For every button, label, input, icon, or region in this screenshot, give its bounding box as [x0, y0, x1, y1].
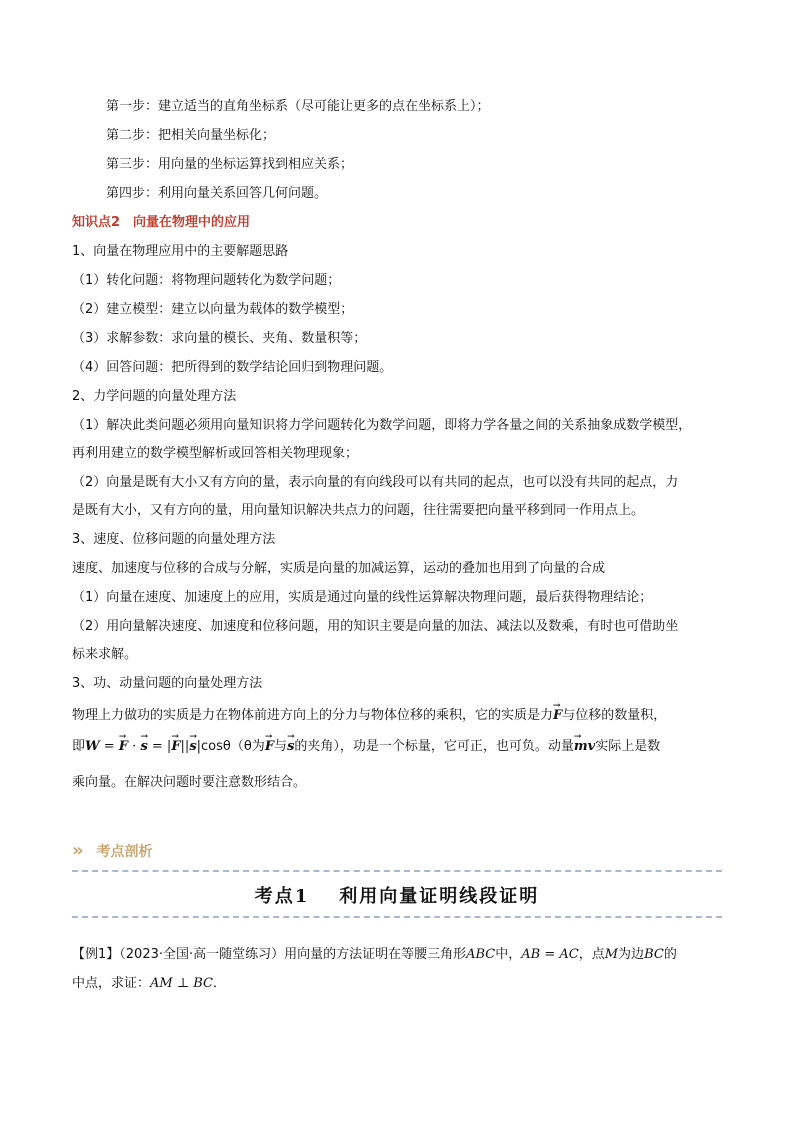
perpendicular-claim: AM ⊥ BC [150, 976, 213, 991]
divider-bottom [72, 916, 722, 918]
displacement-vector: → s [189, 738, 196, 756]
text: 中点，求证： [72, 976, 151, 991]
equals: = [99, 739, 119, 754]
text: ，点 [578, 947, 605, 962]
force-vector: → F [265, 738, 274, 756]
displacement-vector: → s [287, 738, 294, 756]
section-3-paragraph-1: （1）向量在速度、加速度上的应用，实质是通过向量的线性运算解决物理问题，最后获得物理结论； [72, 590, 653, 605]
abs-bars: || [180, 739, 190, 754]
section-2-title: 2、力学问题的向量处理方法 [72, 389, 237, 404]
step-1: 第一步：建立适当的直角坐标系（尽可能让更多的点在坐标系上）； [106, 99, 490, 114]
step-2: 第二步：把相关向量坐标化； [106, 128, 276, 143]
text: ． [212, 976, 226, 991]
text: |cosθ（θ为 [196, 739, 265, 754]
work-symbol: W [85, 739, 100, 754]
force-vector: → F [119, 738, 128, 756]
displacement-vector: → s [140, 738, 147, 756]
divider-top [72, 870, 722, 872]
text: 为边 [618, 947, 645, 962]
side-bc: BC [644, 947, 664, 962]
section-2-paragraph-1-line-2: 再利用建立的数学模型解析或回答相关物理现象； [72, 446, 359, 461]
text: 【例1】（2023·全国·高一随堂练习）用向量的方法证明在等腰三角形 [72, 947, 467, 962]
section-3-intro: 速度、加速度与位移的合成与分解，实质是向量的加减运算，运动的叠加也用到了向量的合成 [72, 561, 606, 576]
section-1-title: 1、向量在物理应用中的主要解题思路 [72, 244, 289, 259]
text: 的 [663, 947, 677, 962]
exam-point-text: 利用向量证明线段证明 [339, 886, 540, 907]
force-vector: → F [171, 738, 180, 756]
exam-point-title [0, 882, 794, 908]
section-4-line-3: 乘向量。在解决问题时要注意数形结合。 [72, 775, 307, 790]
section-label: 考点剖析 [96, 844, 153, 860]
double-chevron-icon: » [72, 840, 84, 861]
step-3: 第三步：用向量的坐标运算找到相应关系； [106, 157, 354, 172]
text: 的夹角），功是一个标量，它可正，也可负。动量 [294, 739, 574, 754]
section-3-paragraph-2-line-2: 标来求解。 [72, 647, 138, 662]
text: 即 [72, 739, 86, 754]
exam-analysis-header [72, 840, 153, 861]
exam-point-number: 考点1 [254, 886, 310, 907]
text: 中， [495, 947, 522, 962]
example-line-2 [72, 975, 226, 993]
section-2-paragraph-2-line-2: 是既有大小，又有方向的量，用向量知识解决共点力的问题，往往需要把向量平移到同一作用点上。 [72, 503, 645, 518]
section-1-item: （3）求解参数：求向量的模长、夹角、数量积等； [72, 331, 367, 346]
force-vector: → F [553, 707, 562, 725]
section-1-item: （2）建立模型：建立以向量为载体的数学模型； [72, 302, 354, 317]
section-3-paragraph-2-line-1: （2）用向量解决速度、加速度和位移问题，用的知识主要是向量的加法、减法以及数乘，有时也可借助坐 [72, 619, 679, 634]
section-4-title: 3、功、动量问题的向量处理方法 [72, 676, 263, 691]
momentum-vector: → mv [574, 738, 595, 756]
section-1-item: （1）转化问题：将物理问题转化为数学问题； [72, 273, 341, 288]
equation: AB = AC [521, 947, 579, 962]
section-2-paragraph-2-line-1: （2）向量是既有大小又有方向的量，表示向量的有向线段可以有共同的起点，也可以没有共同的起点，力 [72, 475, 679, 490]
text: 与位移的数量积， [562, 708, 667, 723]
step-4: 第四步：利用向量关系回答几何问题。 [106, 186, 328, 201]
text: 实际上是数 [595, 739, 661, 754]
knowledge-point-2-title: 知识点2 向量在物理中的应用 [72, 215, 251, 230]
text: 物理上力做功的实质是力在物体前进方向上的分力与物体位移的乘积，它的实质是力 [72, 708, 554, 723]
triangle-abc: ABC [466, 947, 496, 962]
section-3-title: 3、速度、位移问题的向量处理方法 [72, 532, 276, 547]
section-4-line-2 [72, 738, 660, 756]
text: 与 [274, 739, 288, 754]
section-1-item: （4）回答问题：把所得到的数学结论回归到物理问题。 [72, 360, 393, 375]
section-2-paragraph-1-line-1: （1）解决此类问题必须用向量知识将力学问题转化为数学问题，即将力学各量之间的关系抽象成数学模型， [72, 418, 692, 433]
section-4-line-1 [72, 707, 666, 725]
dot: · [128, 739, 141, 754]
point-m: M [604, 947, 619, 962]
example-line-1 [72, 946, 677, 964]
equals: = | [147, 739, 172, 754]
